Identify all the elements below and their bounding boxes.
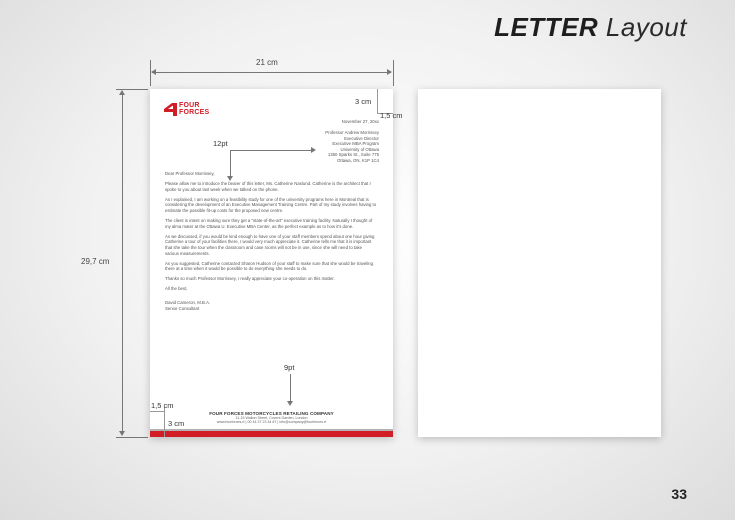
body-paragraph: Please allow me to introduce the bearer of this letter, Ms. Catherine Naslund. Catherine is the architect that I spoke to you about last week when we talked on the phone. <box>165 181 371 192</box>
recipient-address <box>325 130 379 164</box>
body-paragraph: As I explained, I am working on a feasibility study for one of the university programs here in Montreal that is considering the development of an Executive Management Training Centre. Part of my study involves having to estimate the possible fit-up costs for the proposed new centre. <box>165 196 377 213</box>
address-line: Ottawa, ON, K1P 1C4 <box>337 157 379 163</box>
left-margin-guide <box>164 407 165 437</box>
footer-red-band <box>150 431 393 437</box>
logo-line-2: FORCES <box>179 109 210 116</box>
signature-name: David Cameron, M.B.A. <box>165 300 211 305</box>
width-label: 21 cm <box>256 58 278 67</box>
top-margin-label: 3 cm <box>355 97 372 106</box>
right-margin-label: 1,5 cm <box>380 111 403 120</box>
blank-letter-sheet <box>418 89 661 437</box>
height-label: 29,7 cm <box>81 257 110 266</box>
logo-wordmark <box>179 102 209 116</box>
right-margin-guide <box>377 89 378 113</box>
page-number: 33 <box>671 486 687 502</box>
address-font-size-label: 12pt <box>213 139 228 148</box>
address-line: University of Ottawa <box>340 146 379 152</box>
letter-date: November 27, 20xx <box>341 119 379 124</box>
heading-light: Layout <box>605 12 687 42</box>
heading-bold: LETTER <box>494 12 599 42</box>
four-forces-logo-icon <box>164 103 177 116</box>
address-line: Executive Director <box>344 135 379 141</box>
body-paragraph: As we discussed, if you would be kind enough to have one of your staff members spend about one hour giving Catherine a tour of your facilities there, I would very much appreciate it. Catherine tells me that it is important that she take the tour when the classroom and case rooms will not be in use, since she will need to take various measurements. <box>165 233 375 256</box>
footer-company: FOUR FORCES MOTORCYCLES RETAILING COMPANY <box>209 410 334 416</box>
body-paragraph: The client is intent on making sure they get a "state-of-the-art" executive training facility. Naturally I thought of my alma mater at the Ottawa U. Executive MBA Center, as the perfect example as to how it's done. <box>165 218 373 229</box>
address-line: Professor Andrew Morrissey <box>325 130 379 135</box>
width-dimension-line <box>152 72 391 73</box>
width-arrow-right <box>387 69 392 75</box>
body-paragraph: As you suggested, Catherine contacted Sharon Hudson of your staff to make sure that she would be traveling there at a time when it would be possible to do everything she needs to do. <box>165 260 373 272</box>
height-dimension-line <box>122 91 123 435</box>
height-arrow-bottom <box>119 431 125 436</box>
address-font-guide-vertical <box>230 150 231 178</box>
footer-contact: www.fourforces.rt | 00 44 37 23 44 87 | info@company@fourforces.rt <box>216 420 327 425</box>
signature-title: Senior Consultant <box>165 305 200 311</box>
salutation-arrow <box>227 176 233 181</box>
bottom-margin-label: 3 cm <box>168 419 185 428</box>
bottom-margin-guide <box>150 411 164 412</box>
letter-body <box>165 171 377 311</box>
company-logo <box>164 102 209 116</box>
width-arrow-left <box>151 69 156 75</box>
salutation: Dear Professor Morrissey, <box>165 171 215 176</box>
height-arrow-top <box>119 90 125 95</box>
body-paragraph: Thanks so much Professor Morrissey, I really appreciate your co-operation on this matter. <box>165 276 335 282</box>
closing: All the best, <box>165 286 188 292</box>
footer-font-size-label: 9pt <box>284 363 295 372</box>
letter-footer <box>150 411 393 425</box>
footer-font-guide <box>290 374 291 403</box>
logo-line-1: FOUR <box>179 102 200 109</box>
signature-block <box>165 300 377 311</box>
footer-font-arrow <box>287 401 293 406</box>
address-font-guide-horizontal <box>230 150 312 151</box>
address-line: 1350 Sparks St., Suite 775 <box>327 152 379 158</box>
left-margin-label: 1,5 cm <box>151 401 174 410</box>
height-tick-bottom <box>116 437 148 438</box>
footer-address: 11-15 Walton Street, Covent Garden, London <box>235 415 308 420</box>
width-tick-right <box>393 60 394 86</box>
address-line: Executive MBA Program <box>332 141 379 147</box>
address-font-arrow <box>311 147 316 153</box>
layout-heading <box>494 12 687 43</box>
letter-sheet <box>150 89 403 437</box>
